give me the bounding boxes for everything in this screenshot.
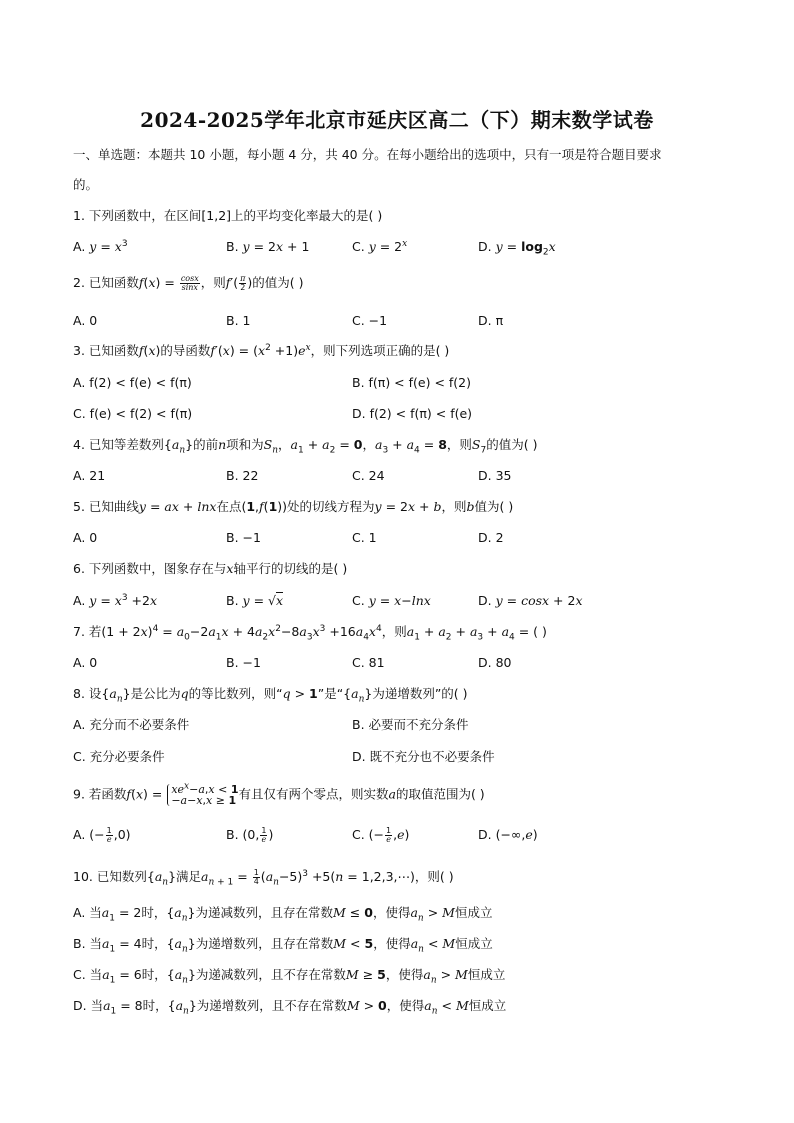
q3-option-c: C. f(e) < f(2) < f(π) — [73, 406, 193, 421]
q8-option-d: D. 既不充分也不必要条件 — [352, 749, 495, 764]
q2-option-b: B. 1 — [226, 313, 251, 328]
q1-option-d: D. $y = \log_2x$ — [478, 239, 556, 258]
q7-option-d: D. 80 — [478, 655, 512, 670]
q2-option-a: A. 0 — [73, 313, 98, 328]
section-heading: 一、单选题：本题共 10 小题，每小题 4 分，共 40 分。在每小题给出的选项中，只有一项是符合题目要求 — [73, 147, 662, 162]
q10-option-c: C. 当$a_1 = 6$时，$\{a_n\}$为递减数列，且不存在常数M ≥ 5，使得$a_n > M$恒成立 — [73, 967, 506, 986]
q3-option-a: A. f(2) < f(e) < f(π) — [73, 375, 192, 390]
q10-option-d: D. 当$a_1 = 8$时，$\{a_n\}$为递增数列，且不存在常数M > 0，使得$a_n < M$恒成立 — [73, 998, 507, 1017]
q3-stem: 3. 已知函数f(x)的导函数$f'(x) = (x^2 +1)e^x$，则下列选项正确的是( ) — [73, 342, 450, 358]
q4-option-c: C. 24 — [352, 468, 385, 483]
section-heading-cont: 的。 — [73, 177, 99, 192]
q6-option-a: A. $y = x^3 +2x$ — [73, 592, 158, 608]
q4-option-d: D. 35 — [478, 468, 512, 483]
q8-option-a: A. 充分而不必要条件 — [73, 717, 190, 732]
q7-option-b: B. −1 — [226, 655, 261, 670]
q6-option-c: C. y = x−lnx — [352, 593, 431, 608]
q8-stem: 8. 设$\{a_n\}$是公比为q的等比数列，则“q > 1”是“$\{a_n\}$为递增数列”的( ) — [73, 686, 468, 705]
q1-option-b: B. y = 2x + 1 — [226, 239, 310, 254]
q1-option-c: C. $y = 2^x$ — [352, 238, 408, 254]
q2-option-c: C. −1 — [352, 313, 388, 328]
q10-stem: 10. 已知数列$\{a_n\}$满足$a_{n + 1}$ = $\frac{1}{4}$ $(a_n-5)^3 +5(n$ = 1,2,3,⋯)，则( ) — [73, 868, 454, 888]
q5-option-d: D. 2 — [478, 530, 504, 545]
q7-option-c: C. 81 — [352, 655, 385, 670]
q1-option-a: A. $y = x^3$ — [73, 238, 128, 254]
q5-option-c: C. 1 — [352, 530, 377, 545]
q5-stem: 5. 已知曲线y = ax + lnx在点(1,f(1))处的切线方程为y = 2x + b，则b值为( ) — [73, 499, 514, 514]
q6-stem: 6. 下列函数中，图象存在与x轴平行的切线的是( ) — [73, 561, 348, 576]
q2-stem: 2. 已知函数f(x) = $\frac{\cos x}{\sin x}$ ，则f′( $\frac{\pi}{2}$ )的值为( ) — [73, 274, 304, 292]
q2-option-d: D. π — [478, 313, 504, 328]
q4-option-b: B. 22 — [226, 468, 259, 483]
q8-option-c: C. 充分必要条件 — [73, 749, 165, 764]
q1-stem: 1. 下列函数中，在区间[1,2]上的平均变化率最大的是( ) — [73, 208, 383, 223]
q6-option-b: B. y = √x — [226, 593, 284, 608]
q5-option-a: A. 0 — [73, 530, 98, 545]
q4-option-a: A. 21 — [73, 468, 106, 483]
q9-stem: 9. 若函数$f(x) = xe^x-a,x < 1$ −a−x,x ≥ 1 有且仅有两个零点，则实数a的取值范围为( ) — [73, 781, 485, 807]
q6-option-d: D. y = cosx + 2x — [478, 593, 583, 608]
q9-option-a: A. (− $\frac{1}{e}$ ,0) — [73, 826, 131, 844]
q9-option-b: B. (0, $\frac{1}{e}$ ) — [226, 826, 274, 844]
q5-option-b: B. −1 — [226, 530, 261, 545]
q3-option-d: D. f(2) < f(π) < f(e) — [352, 406, 473, 421]
q4-stem: 4. 已知等差数列$\{a_n\}$的前n项和为$S_n$，$a_1 + a_2 = 0$，$a_3 + a_4 = 8$，则$S_7$的值为( ) — [73, 437, 538, 456]
q10-option-a: A. 当$a_1 = 2$时，$\{a_n\}$为递减数列，且存在常数M ≤ 0，使得$a_n > M$恒成立 — [73, 905, 493, 924]
page-title: 2024-2025学年北京市延庆区高二（下）期末数学试卷 — [140, 108, 654, 132]
q7-option-a: A. 0 — [73, 655, 98, 670]
q10-option-b: B. 当$a_1 = 4$时，$\{a_n\}$为递增数列，且存在常数M < 5，使得$a_n < M$恒成立 — [73, 936, 493, 955]
q7-stem: 7. 若$(1 + 2x)^4 = a_0-2a_1x + 4a_2x^2-8a_3x^3 +16a_4x^4$，则$a_1 + a_2 + a_3 + a_4$ = ( ) — [73, 623, 547, 643]
q9-option-c: C. (− $\frac{1}{e}$ ,e) — [352, 826, 410, 844]
q9-option-d: D. (−∞,e) — [478, 827, 538, 842]
q8-option-b: B. 必要而不充分条件 — [352, 717, 469, 732]
q3-option-b: B. f(π) < f(e) < f(2) — [352, 375, 471, 390]
